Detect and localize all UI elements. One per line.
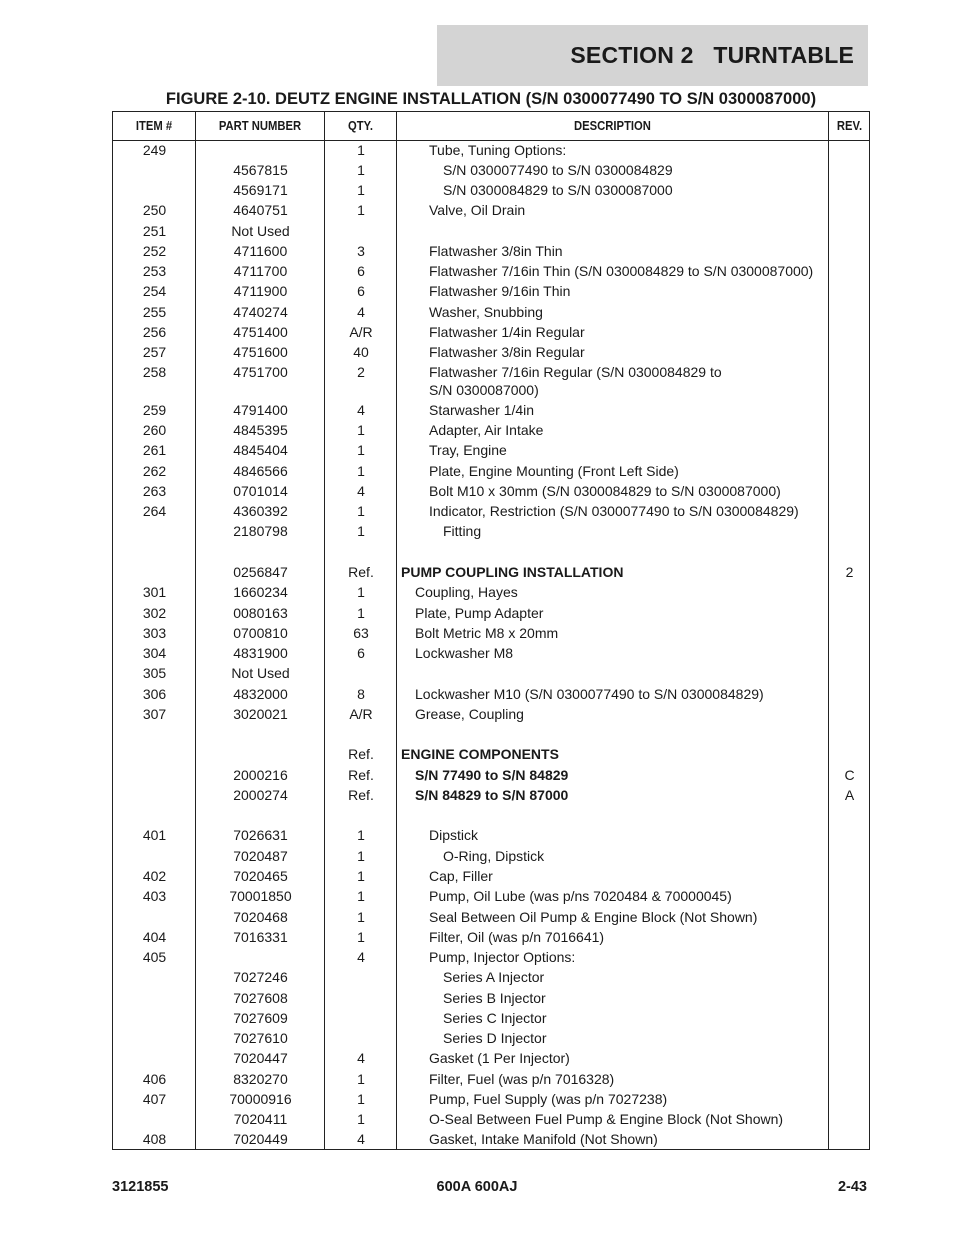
part-number: 70001850 [229,888,292,904]
item-number: 255 [142,304,167,320]
description: Fitting [443,523,482,539]
description: Cap, Filler [429,868,493,884]
item-number: 252 [142,243,167,259]
part-number: 4791400 [233,402,288,418]
item-number: 306 [142,686,167,702]
quantity: 1 [357,888,365,904]
item-number: 305 [142,665,167,681]
description: Tube, Tuning Options: [429,142,567,158]
part-number: 7020449 [233,1131,288,1147]
figure-title: FIGURE 2-10. DEUTZ ENGINE INSTALLATION (S/N 0300077490 TO S/N 0300087000) [165,90,817,108]
description: Series A Injector [443,969,545,985]
doc-number: 3121855 [112,1179,169,1195]
description: S/N 0300084829 to S/N 0300087000 [443,182,673,198]
quantity: 63 [353,625,369,641]
item-number: 251 [142,223,167,239]
item-number: 254 [142,283,167,299]
description: Gasket, Intake Manifold (Not Shown) [429,1131,658,1147]
part-number: 4831900 [233,645,288,661]
item-number: 257 [142,344,167,360]
column-header-description: DESCRIPTION [574,119,651,133]
quantity: 1 [357,1111,365,1127]
quantity: 1 [357,909,365,925]
item-number: 259 [142,402,167,418]
part-number: 4751600 [233,344,288,360]
part-number: 4740274 [233,304,288,320]
parts-table [112,111,870,1150]
part-number: 4711700 [233,263,288,279]
description: Series B Injector [443,990,546,1006]
item-number: 302 [142,605,167,621]
description: Grease, Coupling [415,706,524,722]
item-number: 307 [142,706,167,722]
column-header-qty: QTY. [347,119,374,133]
item-number: 401 [142,827,167,843]
description: Filter, Oil (was p/n 7016641) [429,929,605,945]
part-number: 2000216 [233,767,288,783]
quantity: A/R [349,324,373,340]
description: PUMP COUPLING INSTALLATION [401,564,624,580]
quantity: 4 [357,1050,365,1066]
column-header-item: ITEM # [135,119,173,133]
part-number: 7027610 [233,1030,288,1046]
item-number: 403 [142,888,167,904]
item-number: 407 [142,1091,167,1107]
part-number: 8320270 [233,1071,288,1087]
part-number: 4569171 [233,182,288,198]
part-number: 7027608 [233,990,288,1006]
item-number: 258 [142,364,167,380]
quantity: 6 [357,645,365,661]
quantity: Ref. [348,746,374,762]
item-number: 260 [142,422,167,438]
description: Flatwasher 3/8in Regular [429,344,585,360]
quantity: 1 [357,463,365,479]
quantity: 4 [357,402,365,418]
quantity: 1 [357,827,365,843]
quantity: 1 [357,142,365,158]
description: Dipstick [429,827,479,843]
item-number: 256 [142,324,167,340]
part-number: 0701014 [233,483,288,499]
quantity: 8 [357,686,365,702]
item-number: 408 [142,1131,167,1147]
model-name: 600A 600AJ [436,1179,518,1195]
description: Coupling, Hayes [415,584,518,600]
part-number: 4360392 [233,503,288,519]
description: S/N 0300077490 to S/N 0300084829 [443,162,673,178]
item-number: 249 [142,142,167,158]
description: S/N 84829 to S/N 87000 [415,787,569,803]
item-number: 253 [142,263,167,279]
quantity: 40 [353,344,369,360]
part-number: 4845404 [233,442,288,458]
part-number: 4711900 [233,283,288,299]
quantity: 2 [357,364,365,380]
description: Flatwasher 7/16in Regular (S/N 0300084829 to S/N 0300087000) [429,364,722,398]
quantity: 3 [357,243,365,259]
part-number: 0080163 [233,605,288,621]
part-number: 4845395 [233,422,288,438]
description: Bolt M10 x 30mm (S/N 0300084829 to S/N 0300087000) [429,483,781,499]
part-number: 7020487 [233,848,288,864]
section-title: SECTION 2 TURNTABLE [570,42,854,68]
quantity: A/R [349,706,373,722]
description: Adapter, Air Intake [429,422,544,438]
description: Pump, Oil Lube (was p/ns 7020484 & 70000045) [429,888,732,904]
description: Plate, Pump Adapter [415,605,544,621]
part-number: 7027246 [233,969,288,985]
description: Pump, Injector Options: [429,949,576,965]
part-number: 4567815 [233,162,288,178]
part-number: 7026631 [233,827,288,843]
quantity: 1 [357,202,365,218]
column-header-rev: REV. [836,119,863,133]
description: ENGINE COMPONENTS [401,746,559,762]
part-number: 2180798 [233,523,288,539]
part-number: 7020411 [233,1111,288,1127]
description: Series C Injector [443,1010,547,1026]
part-number: 4846566 [233,463,288,479]
description: Plate, Engine Mounting (Front Left Side) [429,463,679,479]
description: Bolt Metric M8 x 20mm [415,625,559,641]
quantity: 1 [357,422,365,438]
column-header-part-number: PART NUMBER [218,119,302,133]
part-number: 0700810 [233,625,288,641]
description: Seal Between Oil Pump & Engine Block (Not Shown) [429,909,758,925]
item-number: 261 [142,442,167,458]
item-number: 250 [142,202,167,218]
quantity: 1 [357,929,365,945]
part-number: 7020465 [233,868,288,884]
quantity: 1 [357,442,365,458]
description: Flatwasher 7/16in Thin (S/N 0300084829 to S/N 0300087000) [429,263,814,279]
quantity: 1 [357,182,365,198]
part-number: 4711600 [233,243,288,259]
description: Flatwasher 3/8in Thin [429,243,563,259]
item-number: 405 [142,949,167,965]
description: Lockwasher M10 (S/N 0300077490 to S/N 0300084829) [415,686,764,702]
item-number: 406 [142,1071,167,1087]
item-number: 304 [142,645,167,661]
description: Gasket (1 Per Injector) [429,1050,570,1066]
quantity: 4 [357,1131,365,1147]
item-number: 263 [142,483,167,499]
quantity: 1 [357,1091,365,1107]
quantity: Ref. [348,564,374,580]
section-banner [437,25,868,86]
part-number: 70000916 [229,1091,292,1107]
revision: C [844,767,855,783]
item-number: 262 [142,463,167,479]
part-number: 4751700 [233,364,288,380]
part-number: 4832000 [233,686,288,702]
quantity: 1 [357,848,365,864]
description: S/N 77490 to S/N 84829 [415,767,569,783]
item-number: 301 [142,584,167,600]
quantity: 1 [357,868,365,884]
description: O-Seal Between Fuel Pump & Engine Block (Not Shown) [429,1111,784,1127]
revision: 2 [845,564,854,580]
part-number: 7027609 [233,1010,288,1026]
description: Filter, Fuel (was p/n 7016328) [429,1071,615,1087]
description: Lockwasher M8 [415,645,514,661]
description: Pump, Fuel Supply (was p/n 7027238) [429,1091,668,1107]
quantity: 4 [357,483,365,499]
description: Valve, Oil Drain [429,202,526,218]
quantity: 1 [357,523,365,539]
quantity: 1 [357,1071,365,1087]
quantity: 1 [357,503,365,519]
part-number: 2000274 [233,787,288,803]
quantity: Ref. [348,787,374,803]
quantity: 6 [357,283,365,299]
description: Starwasher 1/4in [429,402,535,418]
description: Flatwasher 1/4in Regular [429,324,585,340]
part-number: Not Used [231,665,290,681]
quantity: 6 [357,263,365,279]
quantity: 4 [357,949,365,965]
item-number: 402 [142,868,167,884]
page-number: 2-43 [837,1179,867,1195]
part-number: 4640751 [233,202,288,218]
item-number: 264 [142,503,167,519]
part-number: 7016331 [233,929,288,945]
part-number: 1660234 [233,584,288,600]
quantity: Ref. [348,767,374,783]
part-number: 7020447 [233,1050,288,1066]
part-number: 0256847 [233,564,288,580]
revision: A [844,787,855,803]
description: Flatwasher 9/16in Thin [429,283,571,299]
part-number: Not Used [231,223,290,239]
item-number: 404 [142,929,167,945]
description: Indicator, Restriction (S/N 0300077490 to S/N 0300084829) [429,503,799,519]
description: Washer, Snubbing [429,304,543,320]
part-number: 3020021 [233,706,288,722]
part-number: 7020468 [233,909,288,925]
quantity: 4 [357,304,365,320]
quantity: 1 [357,162,365,178]
description: Series D Injector [443,1030,547,1046]
part-number: 4751400 [233,324,288,340]
quantity: 1 [357,584,365,600]
description: O-Ring, Dipstick [443,848,545,864]
item-number: 303 [142,625,167,641]
description: Tray, Engine [429,442,507,458]
quantity: 1 [357,605,365,621]
